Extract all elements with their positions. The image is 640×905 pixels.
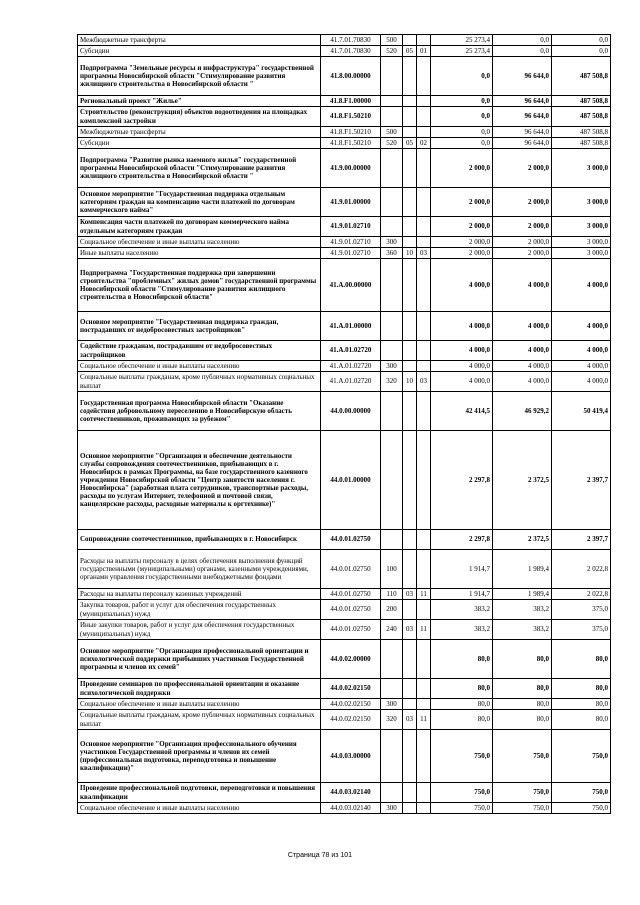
row-name: Проведение семинаров по профессиональной ориентации и оказание психологической поддержки (78, 679, 321, 699)
page-number: Страница 78 из 101 (287, 852, 353, 859)
row-expense-type: 500 (381, 35, 403, 46)
row-amount-year2: 4 000,0 (493, 259, 552, 312)
row-name: Основное мероприятие "Государственная поддержка граждан, пострадавших от недобросовестных застройщиков" (78, 312, 321, 341)
row-amount-year2: 0,0 (493, 35, 552, 46)
row-expense-type (381, 679, 403, 699)
row-section (403, 803, 417, 814)
row-expense-type (381, 217, 403, 237)
row-amount-year3: 4 000,0 (552, 341, 611, 361)
row-section (403, 361, 417, 372)
row-amount-year3: 3 000,0 (552, 237, 611, 248)
row-subsection (417, 803, 431, 814)
row-section (403, 312, 417, 341)
row-name: Строительство (реконструкция) объектов водоотведения на площадках комплексной застройки (78, 107, 321, 127)
table-row (78, 259, 611, 312)
row-expense-type (381, 259, 403, 312)
row-section (403, 341, 417, 361)
row-amount-year1: 750,0 (431, 803, 493, 814)
table-row (78, 710, 611, 730)
table-row (78, 138, 611, 149)
row-section: 05 (403, 138, 417, 149)
row-section: 05 (403, 46, 417, 57)
row-amount-year3: 4 000,0 (552, 361, 611, 372)
row-section (403, 530, 417, 550)
row-target-code: 44.0.00.00000 (321, 392, 381, 431)
row-amount-year3: 80,0 (552, 679, 611, 699)
row-target-code: 41.А.01.02720 (321, 361, 381, 372)
row-amount-year3: 2 397,7 (552, 530, 611, 550)
row-amount-year3: 0,0 (552, 35, 611, 46)
row-amount-year3: 3 000,0 (552, 217, 611, 237)
row-section (403, 640, 417, 679)
row-expense-type: 320 (381, 710, 403, 730)
row-section: 10 (403, 248, 417, 259)
row-name: Иные выплаты населению (78, 248, 321, 259)
row-name: Расходы на выплаты персоналу казенных учреждений (78, 589, 321, 600)
row-expense-type: 110 (381, 589, 403, 600)
table-row (78, 237, 611, 248)
table-row (78, 149, 611, 188)
row-section (403, 35, 417, 46)
row-section (403, 96, 417, 107)
row-target-code: 41.А.00.00000 (321, 259, 381, 312)
row-name: Расходы на выплаты персоналу в целях обеспечения выполнения функций государственными (муниципальными) органами, казенными учреждениями, органами управления государственными внебюджетными фондами (78, 550, 321, 589)
row-amount-year1: 80,0 (431, 710, 493, 730)
row-section: 03 (403, 620, 417, 640)
row-amount-year1: 25 273,4 (431, 46, 493, 57)
row-amount-year3: 4 000,0 (552, 312, 611, 341)
row-subsection (417, 679, 431, 699)
row-name: Субсидии (78, 46, 321, 57)
row-name: Субсидии (78, 138, 321, 149)
row-subsection (417, 431, 431, 530)
row-amount-year2: 96 644,0 (493, 57, 552, 96)
row-subsection (417, 640, 431, 679)
row-subsection: 11 (417, 620, 431, 640)
row-name: Компенсация части платежей по договорам коммерческого найма отдельным категориям граждан (78, 217, 321, 237)
row-expense-type (381, 107, 403, 127)
row-name: Подпрограмма "Развитие рынка наемного жилья" государственной программы Новосибирской области "Стимулирование развития жилищного строительства в Новосибирской области " (78, 149, 321, 188)
row-amount-year1: 4 000,0 (431, 341, 493, 361)
row-amount-year2: 96 644,0 (493, 138, 552, 149)
row-name: Межбюджетные трансферты (78, 127, 321, 138)
row-section (403, 259, 417, 312)
row-amount-year3: 0,0 (552, 46, 611, 57)
row-amount-year2: 750,0 (493, 783, 552, 803)
table-row (78, 341, 611, 361)
row-section: 10 (403, 372, 417, 392)
row-amount-year1: 2 000,0 (431, 149, 493, 188)
row-section (403, 600, 417, 620)
row-amount-year1: 2 000,0 (431, 217, 493, 237)
row-amount-year1: 1 914,7 (431, 550, 493, 589)
row-expense-type (381, 431, 403, 530)
row-name: Социальное обеспечение и иные выплаты населению (78, 699, 321, 710)
row-subsection (417, 550, 431, 589)
row-subsection: 01 (417, 46, 431, 57)
row-amount-year1: 4 000,0 (431, 259, 493, 312)
row-amount-year3: 487 508,8 (552, 127, 611, 138)
row-amount-year3: 487 508,8 (552, 96, 611, 107)
row-subsection (417, 361, 431, 372)
row-expense-type (381, 392, 403, 431)
row-amount-year1: 80,0 (431, 679, 493, 699)
table-row (78, 217, 611, 237)
row-section (403, 679, 417, 699)
row-subsection (417, 107, 431, 127)
row-section (403, 699, 417, 710)
row-name: Подпрограмма "Государственная поддержка при завершении строительства "проблемных" жилых домов" государственной программы Новосибирской области "Стимулирование развития жилищного строительства в Новосибирской области" (78, 259, 321, 312)
table-row (78, 620, 611, 640)
row-amount-year1: 0,0 (431, 107, 493, 127)
row-subsection (417, 530, 431, 550)
row-amount-year3: 80,0 (552, 699, 611, 710)
row-amount-year1: 4 000,0 (431, 312, 493, 341)
row-expense-type (381, 312, 403, 341)
row-name: Социальное обеспечение и иные выплаты населению (78, 361, 321, 372)
row-amount-year1: 0,0 (431, 96, 493, 107)
table-row (78, 679, 611, 699)
row-subsection (417, 188, 431, 217)
row-amount-year3: 3 000,0 (552, 149, 611, 188)
table-row (78, 372, 611, 392)
table-row (78, 35, 611, 46)
row-section (403, 392, 417, 431)
row-amount-year2: 96 644,0 (493, 127, 552, 138)
row-section (403, 431, 417, 530)
table-row (78, 600, 611, 620)
row-section (403, 217, 417, 237)
row-target-code: 44.0.01.02750 (321, 530, 381, 550)
row-target-code: 41.8.F1.00000 (321, 96, 381, 107)
row-name: Основное мероприятие "Организация и обеспечение деятельности службы сопровождения соотечественников, прибывающих в г. Новосибирск в рамках Программы, на базе государственного казенного учреждения Новосибирской области "Центр занятости населения г. Новосибирска" (заработная плата сотрудников, транспортные расходы, расходы по услугам Интернет, телефонной и почтовой связи, канцелярские расходы, расходные материалы к оргтехнике)" (78, 431, 321, 530)
row-target-code: 41.8.F1.50210 (321, 138, 381, 149)
row-subsection: 11 (417, 710, 431, 730)
row-amount-year3: 80,0 (552, 710, 611, 730)
row-amount-year2: 4 000,0 (493, 312, 552, 341)
row-target-code: 41.9.01.02710 (321, 248, 381, 259)
row-amount-year2: 383,2 (493, 620, 552, 640)
row-amount-year3: 487 508,8 (552, 138, 611, 149)
row-subsection: 11 (417, 589, 431, 600)
row-amount-year3: 750,0 (552, 783, 611, 803)
row-name: Иные закупки товаров, работ и услуг для обеспечения государственных (муниципальных) нужд (78, 620, 321, 640)
row-subsection (417, 783, 431, 803)
row-section: 03 (403, 589, 417, 600)
row-target-code: 41.8.00.00000 (321, 57, 381, 96)
row-target-code: 44.0.03.00000 (321, 730, 381, 783)
row-amount-year1: 2 000,0 (431, 248, 493, 259)
row-amount-year1: 750,0 (431, 783, 493, 803)
row-amount-year1: 4 000,0 (431, 361, 493, 372)
row-amount-year2: 2 000,0 (493, 237, 552, 248)
row-name: Региональный проект "Жилье" (78, 96, 321, 107)
row-expense-type (381, 96, 403, 107)
row-name: Основное мероприятие "Организация профессионального обучения участников Государственной программы и членов их семей (профессиональная подготовка, переподготовка и повышение квалификации)" (78, 730, 321, 783)
row-expense-type: 300 (381, 237, 403, 248)
row-expense-type: 200 (381, 600, 403, 620)
row-amount-year2: 80,0 (493, 699, 552, 710)
row-amount-year2: 96 644,0 (493, 96, 552, 107)
row-amount-year3: 2 022,8 (552, 550, 611, 589)
row-subsection (417, 392, 431, 431)
row-target-code: 41.9.01.00000 (321, 188, 381, 217)
table-row (78, 530, 611, 550)
row-amount-year2: 4 000,0 (493, 372, 552, 392)
row-section (403, 149, 417, 188)
row-expense-type: 320 (381, 372, 403, 392)
row-name: Сопровождение соотечественников, прибывающих в г. Новосибирск (78, 530, 321, 550)
row-subsection (417, 237, 431, 248)
row-section: 03 (403, 710, 417, 730)
table-row (78, 392, 611, 431)
row-section (403, 127, 417, 138)
row-target-code: 41.А.01.02720 (321, 372, 381, 392)
row-expense-type: 100 (381, 550, 403, 589)
row-subsection (417, 699, 431, 710)
row-amount-year3: 2 022,8 (552, 589, 611, 600)
row-subsection (417, 96, 431, 107)
row-amount-year2: 383,2 (493, 600, 552, 620)
row-amount-year2: 2 000,0 (493, 149, 552, 188)
row-section (403, 783, 417, 803)
row-expense-type: 360 (381, 248, 403, 259)
row-target-code: 41.7.01.70830 (321, 35, 381, 46)
row-amount-year2: 4 000,0 (493, 361, 552, 372)
row-name: Содействие гражданам, пострадавшим от недобросовестных застройщиков (78, 341, 321, 361)
row-section (403, 237, 417, 248)
row-amount-year3: 2 397,7 (552, 431, 611, 530)
row-expense-type (381, 149, 403, 188)
row-target-code: 41.9.01.02710 (321, 217, 381, 237)
row-amount-year1: 0,0 (431, 127, 493, 138)
row-amount-year3: 375,0 (552, 600, 611, 620)
row-amount-year1: 25 273,4 (431, 35, 493, 46)
row-target-code: 44.0.01.02750 (321, 550, 381, 589)
row-amount-year2: 750,0 (493, 803, 552, 814)
table-row (78, 361, 611, 372)
table-row (78, 550, 611, 589)
table-row (78, 107, 611, 127)
budget-table-body (78, 35, 611, 814)
row-expense-type: 300 (381, 699, 403, 710)
row-amount-year1: 2 000,0 (431, 237, 493, 248)
row-target-code: 41.А.01.00000 (321, 312, 381, 341)
row-subsection: 03 (417, 372, 431, 392)
row-expense-type (381, 783, 403, 803)
budget-table (77, 34, 611, 814)
row-amount-year2: 80,0 (493, 679, 552, 699)
row-subsection (417, 341, 431, 361)
row-subsection (417, 730, 431, 783)
row-name: Межбюджетные трансферты (78, 35, 321, 46)
row-amount-year2: 0,0 (493, 46, 552, 57)
row-amount-year2: 1 989,4 (493, 550, 552, 589)
row-amount-year2: 2 000,0 (493, 188, 552, 217)
row-amount-year3: 4 000,0 (552, 372, 611, 392)
row-target-code: 41.8.F1.50210 (321, 127, 381, 138)
row-target-code: 41.8.F1.50210 (321, 107, 381, 127)
table-row (78, 699, 611, 710)
row-target-code: 44.0.02.00000 (321, 640, 381, 679)
row-amount-year3: 3 000,0 (552, 188, 611, 217)
row-expense-type: 300 (381, 361, 403, 372)
table-row (78, 248, 611, 259)
row-amount-year2: 96 644,0 (493, 107, 552, 127)
table-row (78, 589, 611, 600)
row-name: Государственная программа Новосибирской области "Оказание содействия добровольному переселению в Новосибирскую область соотечественников, проживающих за рубежом" (78, 392, 321, 431)
row-target-code: 44.0.02.02150 (321, 679, 381, 699)
row-amount-year1: 1 914,7 (431, 589, 493, 600)
row-name: Проведение профессиональной подготовки, переподготовки и повышения квалификации (78, 783, 321, 803)
row-amount-year1: 2 297,8 (431, 431, 493, 530)
row-target-code: 44.0.01.02750 (321, 620, 381, 640)
row-amount-year2: 2 000,0 (493, 217, 552, 237)
table-row (78, 640, 611, 679)
row-subsection (417, 127, 431, 138)
row-section (403, 188, 417, 217)
row-amount-year1: 80,0 (431, 699, 493, 710)
row-amount-year1: 750,0 (431, 730, 493, 783)
row-subsection (417, 600, 431, 620)
row-subsection (417, 35, 431, 46)
row-target-code: 41.А.01.02720 (321, 341, 381, 361)
row-amount-year1: 2 000,0 (431, 188, 493, 217)
row-amount-year3: 750,0 (552, 730, 611, 783)
table-row (78, 57, 611, 96)
row-amount-year2: 80,0 (493, 640, 552, 679)
row-amount-year3: 487 508,8 (552, 57, 611, 96)
row-expense-type: 520 (381, 46, 403, 57)
row-target-code: 41.9.01.02710 (321, 237, 381, 248)
row-target-code: 44.0.03.02140 (321, 783, 381, 803)
row-amount-year3: 750,0 (552, 803, 611, 814)
row-target-code: 44.0.01.02750 (321, 600, 381, 620)
row-expense-type (381, 188, 403, 217)
row-amount-year2: 2 372,5 (493, 431, 552, 530)
row-name: Основное мероприятие "Организация профессиональной ориентации и психологической поддержки прибывших участников Государственной программы и членов их семей" (78, 640, 321, 679)
row-name: Подпрограмма "Земельные ресурсы и инфраструктура" государственной программы Новосибирской области "Стимулирование развития жилищного строительства в Новосибирской области " (78, 57, 321, 96)
row-section (403, 730, 417, 783)
row-name: Основное мероприятие "Государственная поддержка отдельным категориям граждан на компенсацию части платежей по договорам коммерческого найма" (78, 188, 321, 217)
row-amount-year3: 3 000,0 (552, 248, 611, 259)
row-expense-type (381, 640, 403, 679)
table-row (78, 188, 611, 217)
row-expense-type: 300 (381, 803, 403, 814)
row-amount-year2: 80,0 (493, 710, 552, 730)
row-amount-year1: 2 297,8 (431, 530, 493, 550)
row-amount-year3: 487 508,8 (552, 107, 611, 127)
row-amount-year1: 383,2 (431, 600, 493, 620)
row-target-code: 41.9.00.00000 (321, 149, 381, 188)
row-target-code: 41.7.01.70830 (321, 46, 381, 57)
row-amount-year2: 4 000,0 (493, 341, 552, 361)
row-expense-type: 500 (381, 127, 403, 138)
row-subsection (417, 217, 431, 237)
table-row (78, 312, 611, 341)
row-subsection: 03 (417, 248, 431, 259)
row-amount-year3: 4 000,0 (552, 259, 611, 312)
row-amount-year3: 80,0 (552, 640, 611, 679)
row-amount-year2: 2 372,5 (493, 530, 552, 550)
row-section (403, 107, 417, 127)
row-name: Социальное обеспечение и иные выплаты населению (78, 803, 321, 814)
table-row (78, 783, 611, 803)
row-amount-year1: 0,0 (431, 138, 493, 149)
row-target-code: 44.0.02.02150 (321, 699, 381, 710)
row-amount-year2: 750,0 (493, 730, 552, 783)
row-target-code: 44.0.01.02750 (321, 589, 381, 600)
row-amount-year1: 0,0 (431, 57, 493, 96)
row-amount-year2: 1 989,4 (493, 589, 552, 600)
row-amount-year2: 46 929,2 (493, 392, 552, 431)
row-subsection (417, 259, 431, 312)
table-row (78, 46, 611, 57)
row-subsection (417, 57, 431, 96)
row-amount-year2: 2 000,0 (493, 248, 552, 259)
table-row (78, 730, 611, 783)
row-amount-year1: 4 000,0 (431, 372, 493, 392)
table-row (78, 803, 611, 814)
row-expense-type (381, 730, 403, 783)
row-subsection (417, 312, 431, 341)
table-row (78, 431, 611, 530)
row-expense-type (381, 530, 403, 550)
row-name: Социальное обеспечение и иные выплаты населению (78, 237, 321, 248)
table-row (78, 96, 611, 107)
row-amount-year1: 42 414,5 (431, 392, 493, 431)
row-name: Закупка товаров, работ и услуг для обеспечения государственных (муниципальных) нужд (78, 600, 321, 620)
table-row (78, 127, 611, 138)
row-target-code: 44.0.03.02140 (321, 803, 381, 814)
row-section (403, 550, 417, 589)
row-expense-type (381, 57, 403, 96)
row-expense-type: 240 (381, 620, 403, 640)
row-name: Социальные выплаты гражданам, кроме публичных нормативных социальных выплат (78, 372, 321, 392)
row-section (403, 57, 417, 96)
row-expense-type (381, 341, 403, 361)
row-amount-year3: 375,0 (552, 620, 611, 640)
row-target-code: 44.0.02.02150 (321, 710, 381, 730)
row-subsection: 02 (417, 138, 431, 149)
row-amount-year1: 383,2 (431, 620, 493, 640)
row-amount-year1: 80,0 (431, 640, 493, 679)
row-target-code: 44.0.01.00000 (321, 431, 381, 530)
row-expense-type: 520 (381, 138, 403, 149)
row-subsection (417, 149, 431, 188)
row-amount-year3: 50 419,4 (552, 392, 611, 431)
row-name: Социальные выплаты гражданам, кроме публичных нормативных социальных выплат (78, 710, 321, 730)
